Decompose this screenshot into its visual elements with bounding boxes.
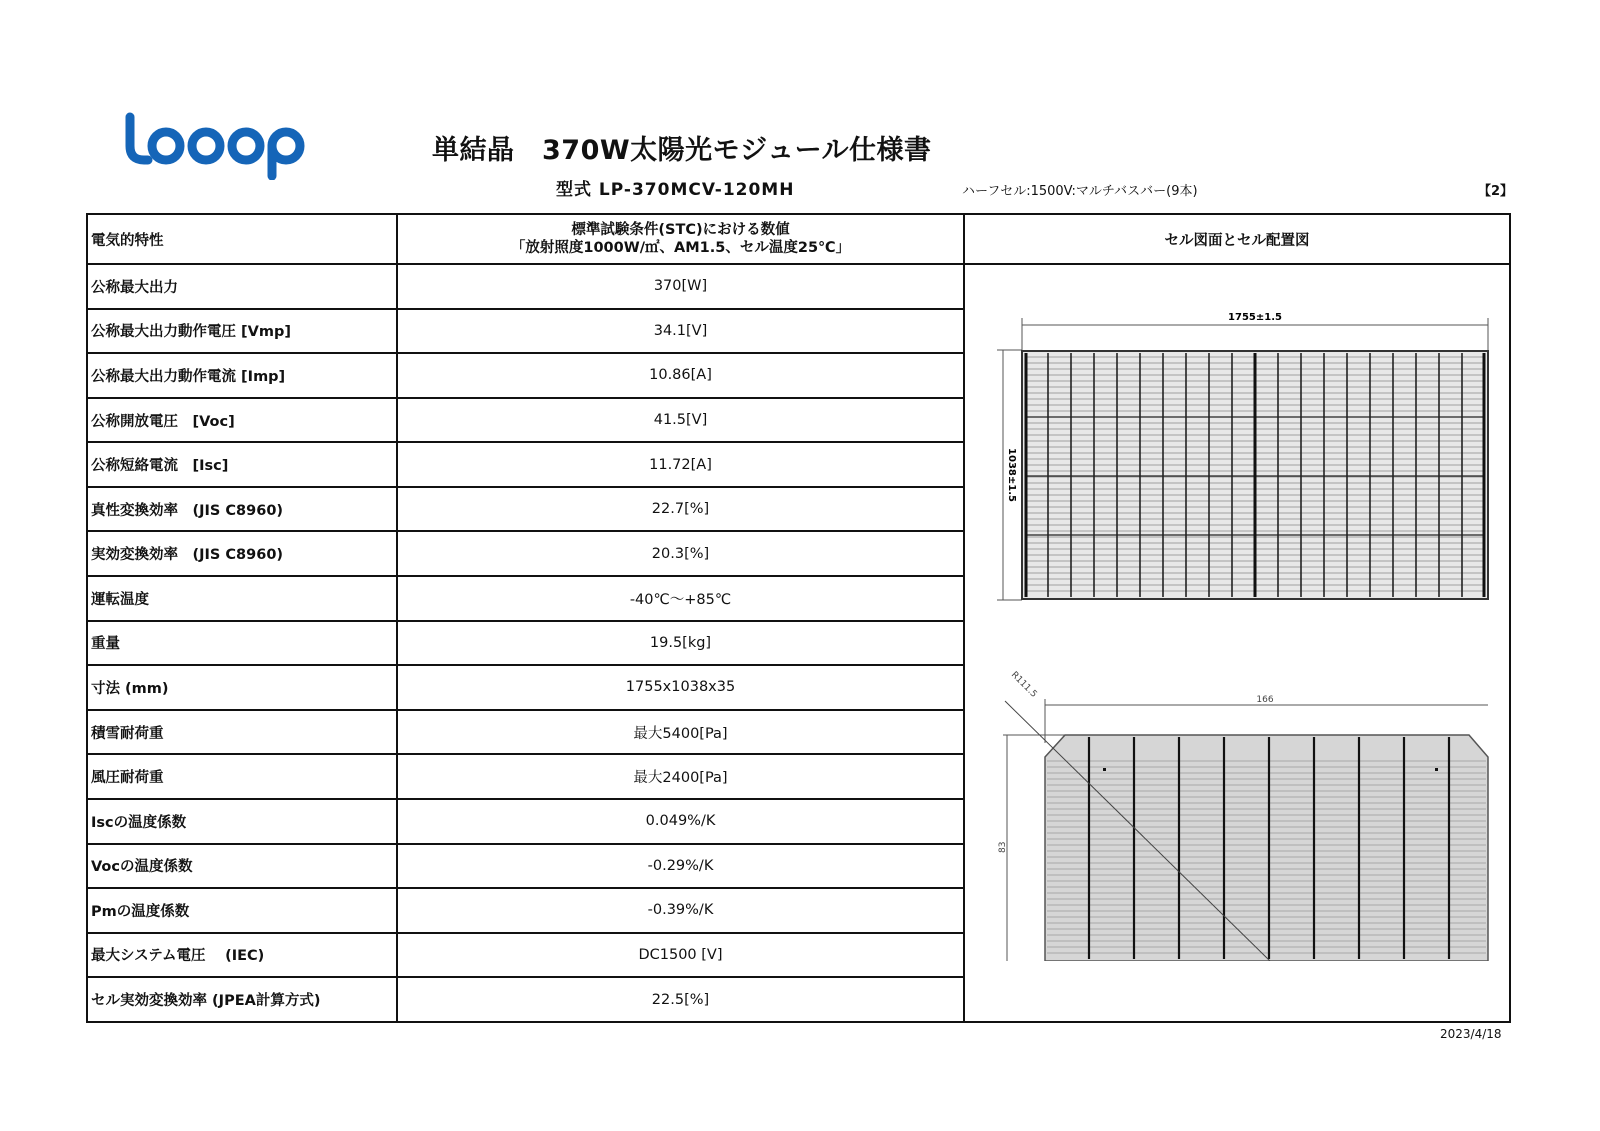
document-date: 2023/4/18 [1440, 1027, 1502, 1041]
row-value: 20.3[%] [397, 531, 964, 576]
row-label: 公称最大出力 [87, 264, 397, 309]
row-value: 22.7[%] [397, 487, 964, 532]
cell-width-dim: 166 [1256, 695, 1274, 705]
header-cell-drawing: セル図面とセル配置図 [964, 214, 1510, 264]
row-value: 10.86[A] [397, 353, 964, 398]
row-value: 0.049%/K [397, 799, 964, 844]
row-label: セル実効変換効率 (JPEA計算方式) [87, 977, 397, 1022]
row-value: 19.5[kg] [397, 621, 964, 666]
cell-radius-dim: R111.5 [1008, 670, 1039, 700]
row-value: -0.29%/K [397, 844, 964, 889]
row-label: 公称最大出力動作電圧 [Vmp] [87, 309, 397, 354]
row-value: DC1500 [V] [397, 933, 964, 978]
row-label: Pmの温度係数 [87, 888, 397, 933]
module-drawing [965, 285, 1520, 625]
looop-logo [122, 112, 312, 180]
row-label: Vocの温度係数 [87, 844, 397, 889]
row-label: Iscの温度係数 [87, 799, 397, 844]
row-value: 22.5[%] [397, 977, 964, 1022]
header-electrical-characteristics: 電気的特性 [87, 214, 397, 264]
logo-mark-icon [122, 112, 312, 180]
header-stc-values [397, 214, 964, 264]
row-label: 実効変換効率 (JIS C8960) [87, 531, 397, 576]
header-stc-line2: 「放射照度1000W/㎡、AM1.5、セル温度25℃」 [510, 240, 851, 256]
page-marker: 【2】 [1478, 184, 1514, 199]
document-title: 単結晶 370W太陽光モジュール仕様書 [432, 135, 932, 166]
table-row [87, 264, 1510, 309]
row-label: 公称短絡電流 [Isc] [87, 442, 397, 487]
row-label: 寸法 (mm) [87, 665, 397, 710]
cell-drawing [965, 661, 1520, 961]
module-width-dim: 1755±1.5 [1228, 312, 1282, 323]
cell-height-dim: 83 [998, 841, 1008, 853]
row-label: 風圧耐荷重 [87, 754, 397, 799]
row-label: 運転温度 [87, 576, 397, 621]
table-header-row [87, 214, 1510, 264]
row-label: 最大システム電圧 (IEC) [87, 933, 397, 978]
drawing-cell [964, 264, 1510, 1022]
row-value: 最大2400[Pa] [397, 754, 964, 799]
model-number: 型式 LP-370MCV-120MH [556, 180, 795, 200]
row-label: 積雪耐荷重 [87, 710, 397, 755]
header-stc-line1: 標準試験条件(STC)における数値 [571, 222, 790, 238]
row-value: 最大5400[Pa] [397, 710, 964, 755]
row-label: 公称開放電圧 [Voc] [87, 398, 397, 443]
row-value: 34.1[V] [397, 309, 964, 354]
row-value: 11.72[A] [397, 442, 964, 487]
row-value: -0.39%/K [397, 888, 964, 933]
row-label: 重量 [87, 621, 397, 666]
row-value: 370[W] [397, 264, 964, 309]
row-label: 公称最大出力動作電流 [Imp] [87, 353, 397, 398]
spec-table [86, 213, 1511, 1023]
row-value: 41.5[V] [397, 398, 964, 443]
product-subtitle: ハーフセル:1500V:マルチバスバー(9本) [962, 184, 1198, 199]
module-height-dim: 1038±1.5 [1006, 448, 1017, 502]
row-label: 真性変換効率 (JIS C8960) [87, 487, 397, 532]
row-value: -40℃～+85℃ [397, 576, 964, 621]
row-value: 1755x1038x35 [397, 665, 964, 710]
